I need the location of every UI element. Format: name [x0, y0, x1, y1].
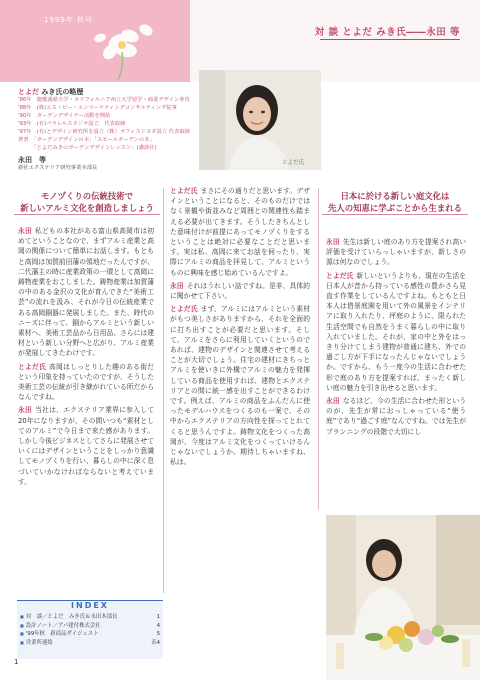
paragraph [170, 186, 310, 278]
headline-line: 日本に於ける新しい庭文化は [340, 191, 450, 201]
paragraph-text: まず、アルミにはアルミという素材がもつ美しさがありますから、それを全面的に打ち出すことが必要だと思います。そして、アルミをさらに利用していくというのであれば、建物のデザインと関連させて考えることが大切でしょう。住宅の建材にきちっとアルミを使いきに外構でアルミの魅力を発揮している商品を使用すれば、建物とエクステリアとの間に統一感を出すことができるわけです。例えば、アルミの商品をふんだんに使ったモデルハウスをつくるのも一案で、その中からエクステリアの方向性を探ってとれてくると思うんですよ。鋳物文化をつくった高岡が、今度はアルミ文化をつくっていけるんじゃないでしょうか。期待しちゃいますね、私は。 [170, 305, 310, 467]
headline-line: 先人の知恵に学ぶことから生まれる [328, 203, 462, 213]
column-divider [163, 188, 164, 593]
history-line: '97年 (有)とデザイン研究所を設立（株）オフィスドヨダ設立 代表取締 [18, 129, 190, 135]
article-column-3 [326, 237, 466, 440]
headline-line: 新しいアルミ文化を創造しましょう [20, 203, 154, 213]
paragraph-text: 先生は新しい庭のあり方を提案され高い評価を受けていらっしゃいますが、新しさの源は何なのでしょう。 [326, 238, 467, 267]
paragraph-text: 新しいというよりも、現在の生活を日本人が昔から持っている感性の豊かさら見直す作業をしているんですよね。もともと日本人は借景庭園を用いて外の風景をインテリアに取り入れたり、坪庭のように、限られた生活空間でも自然をうまく暮らしの中に取り入れていました。それが、家の中と外をはっきり分けてしまう建物が普通に建ち、外での過ごし方が下手になったんじゃないでしょうか。ですから、もう一度今の生活に合わせた形で庭のあり方を提案すれば、まったく新しい庭の魅力を引き出せると思います。 [326, 271, 467, 392]
issue-label: 1999年 秋号 [44, 16, 94, 24]
scene-illustration [326, 515, 480, 680]
paragraph [326, 237, 466, 268]
speaker-label: とよだ氏 [170, 305, 198, 314]
interviewer-title: 新社エクステリア研究事業本部長 [18, 165, 98, 171]
speaker-label: とよだ氏 [326, 271, 354, 280]
headline-rule [14, 214, 160, 215]
paragraph-text: なるほど、今の生活に合わせた形というのが、先生が常におっしゃっている“使う庭”であり“過ごす庭”なんですね。では先生がプランニングの段階で大切にし [326, 397, 467, 436]
profile-block [18, 88, 198, 172]
article-title: 対 談 とよだ みき氏――永田 等 [314, 27, 460, 38]
index-item-label: ■ 対 談／とよだ みき氏＆永田本部長 [20, 613, 117, 622]
title-underline [320, 39, 460, 40]
paragraph [18, 226, 154, 359]
speaker-label: とよだ氏 [170, 187, 198, 195]
portrait-illustration [199, 70, 321, 170]
flower-illustration [88, 12, 168, 82]
history-line: '93年 (有)パラレルスタジオ設立 代表取締 [18, 121, 126, 127]
speaker-label: 永田 [326, 397, 340, 406]
paragraph-text: それはうれしい話ですね。是非、具体的に聞かせて下さい。 [170, 281, 311, 301]
photo-interview-scene [326, 515, 480, 680]
paragraph-text: 私どもの本社がある富山県高岡市は初めてということなので、まずアルミ産業と高岡の関係について簡単にお話します。もともと高岡は加賀前田藩の領地だったんですが、二代藩主の時に産業政策の一環として高岡に鋳物産業をおこしました。鋳物産業は加賀藩の中のある金沢の文化が育んできた“美術工芸”の流れを汲み、それが今日の伝統産業である高岡銅器に発展しました。また、時代のニーズに伴って、銅からアルミという新しい素材へ、美術工芸品から日用品、さらには建材という新しい分野へと広がり、アルミ産業が発展してきたわけです。 [18, 227, 155, 358]
index-item-page: 4 [156, 622, 160, 629]
index-item-page: 5 [156, 631, 160, 638]
history-line: 著書 「ガーデンデザインの本」「スモールガーデンの本」 [18, 137, 155, 143]
speaker-label: とよだ氏 [18, 362, 47, 371]
column-divider [318, 188, 319, 510]
paragraph [18, 362, 154, 403]
speaker-label: 永田 [170, 281, 184, 290]
index-list [20, 613, 160, 647]
page-number: 1 [14, 658, 19, 666]
history-line: '86年 慶應義塾大学・カリフォルニア州立大学留学・商業デザイン専攻 [18, 97, 190, 103]
index-item[interactable] [20, 639, 160, 648]
photo-caption: とよだ氏 [282, 160, 305, 166]
paragraph-text: 高岡はしっとりした趣のある街だという印象を持っていたのですが、そうした美術工芸の伝統が引き継がれている所だからなんですね。 [18, 362, 155, 402]
profile-heading: とよだ みき氏の略歴 [18, 88, 84, 96]
paragraph-text: まさにその通りだと思います。デザインということになると、そのものだけではなく景観や街並みなど周囲との関連性も踏まえる必要が出てきます。そうしたきちんとした意味付けが前提にあってモノヅくりをするということは絶対に必要なことだと思います。実は私、高岡に来てお話を伺ったり、実際にアルミの商品を拝見して、アルミというものに興味を感じ始めているんですよ。 [170, 187, 310, 277]
paragraph [326, 271, 466, 393]
history-line: '88年 (株)エス・ピー・エンマーケティングコンサルティング従事 [18, 105, 177, 111]
interviewer-name: 永田 等 [18, 156, 46, 164]
section-headline [14, 190, 160, 215]
index-title: INDEX [71, 601, 109, 610]
index-item-label: ■ '99年秋 新商品ダイジェスト [20, 630, 99, 639]
index-item[interactable] [20, 630, 160, 639]
speaker-label: 永田 [326, 238, 340, 246]
paragraph [18, 405, 154, 487]
index-item-page: 1 [156, 614, 160, 620]
paragraph [170, 304, 310, 467]
paragraph-text: 当社は、エクステリア業界に参入して20年になりますが、その間いつも“素材としてのアルミ”で今日まで来た感があります。しかし今後ビジネスとしてさらに発展させていくにはデザインということをしっかり意識してモノヅくりを行い、暮らしの中に深く息づいていかなければならないと考えています。 [18, 406, 155, 486]
photo-toyoda [199, 70, 321, 170]
history-line: '90年 ガーデンデザイナー活動を開始 [18, 113, 111, 119]
section-headline [322, 190, 468, 215]
paragraph [170, 281, 310, 301]
article-column-2 [170, 186, 310, 470]
speaker-label: 永田 [18, 227, 33, 235]
index-item[interactable] [20, 622, 160, 631]
index-item-label: ■ 設計ノート／アパ建付株式会社 [20, 622, 101, 631]
index-item[interactable] [20, 613, 160, 622]
index-item-page: 表4 [151, 639, 160, 646]
article-column-1 [18, 226, 154, 490]
speaker-label: 永田 [18, 406, 33, 415]
headline-line: モノヅくりの伝統技術で [40, 191, 134, 201]
headline-rule [322, 214, 468, 215]
paragraph [326, 396, 466, 437]
history-line: 「とよだみきのガーデンデザインレッスン」(講談社) [18, 145, 157, 151]
index-item-label: ■ 営業所連絡 [20, 639, 53, 648]
